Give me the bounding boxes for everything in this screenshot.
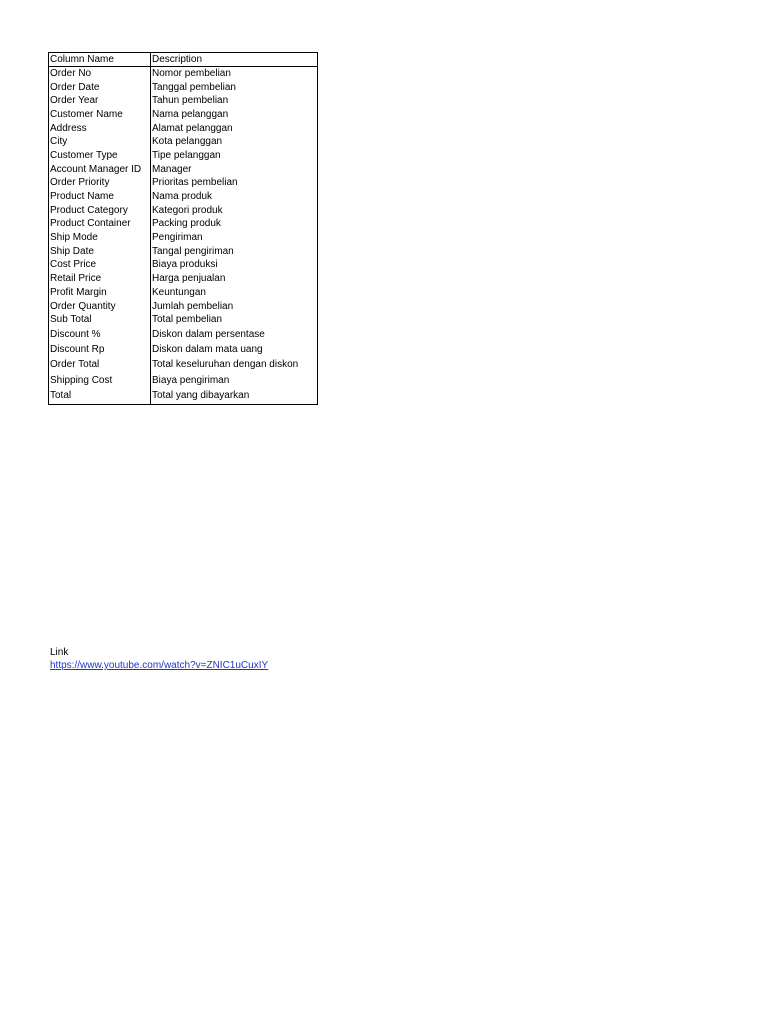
table-row <box>49 231 318 245</box>
table-row <box>49 218 318 232</box>
table-row <box>49 108 318 122</box>
cell-description: Tahun pembelian <box>151 94 318 108</box>
cell-column-name: Order No <box>49 67 151 81</box>
table-row <box>49 300 318 314</box>
cell-column-name: Product Container <box>49 218 151 232</box>
cell-description: Alamat pelanggan <box>151 122 318 136</box>
cell-description: Tipe pelanggan <box>151 149 318 163</box>
cell-description: Biaya pengiriman <box>151 373 318 388</box>
cell-description: Keuntungan <box>151 286 318 300</box>
cell-description: Manager <box>151 163 318 177</box>
table-row <box>49 177 318 191</box>
cell-column-name: Ship Date <box>49 245 151 259</box>
table-row <box>49 259 318 273</box>
cell-description: Pengiriman <box>151 231 318 245</box>
cell-description: Prioritas pembelian <box>151 177 318 191</box>
column-dictionary-table <box>48 52 318 405</box>
cell-description: Diskon dalam persentase <box>151 327 318 342</box>
table-row <box>49 245 318 259</box>
table-row <box>49 204 318 218</box>
cell-description: Total keseluruhan dengan diskon <box>151 358 318 373</box>
table-row <box>49 122 318 136</box>
table-row <box>49 135 318 149</box>
table-row <box>49 149 318 163</box>
cell-column-name: Address <box>49 122 151 136</box>
table-row <box>49 327 318 342</box>
cell-description: Tanggal pembelian <box>151 81 318 95</box>
table-row <box>49 163 318 177</box>
cell-description: Kota pelanggan <box>151 135 318 149</box>
cell-column-name: Order Year <box>49 94 151 108</box>
table-row <box>49 81 318 95</box>
cell-column-name: Order Total <box>49 358 151 373</box>
cell-column-name: Product Name <box>49 190 151 204</box>
cell-description: Tangal pengiriman <box>151 245 318 259</box>
cell-column-name: Customer Name <box>49 108 151 122</box>
cell-column-name: Cost Price <box>49 259 151 273</box>
table-row <box>49 286 318 300</box>
cell-column-name: Product Category <box>49 204 151 218</box>
header-column-name: Column Name <box>49 53 151 67</box>
cell-column-name: Shipping Cost <box>49 373 151 388</box>
table-row <box>49 272 318 286</box>
cell-description: Nomor pembelian <box>151 67 318 81</box>
cell-column-name: Order Date <box>49 81 151 95</box>
link-section <box>50 646 268 672</box>
cell-column-name: City <box>49 135 151 149</box>
cell-description: Diskon dalam mata uang <box>151 342 318 357</box>
cell-column-name: Discount % <box>49 327 151 342</box>
cell-column-name: Account Manager ID <box>49 163 151 177</box>
cell-description: Nama pelanggan <box>151 108 318 122</box>
cell-description: Total yang dibayarkan <box>151 388 318 404</box>
cell-column-name: Order Quantity <box>49 300 151 314</box>
table-row <box>49 373 318 388</box>
table-row <box>49 342 318 357</box>
youtube-link[interactable]: https://www.youtube.com/watch?v=ZNIC1uCuxIY <box>50 660 269 671</box>
cell-column-name: Retail Price <box>49 272 151 286</box>
cell-column-name: Total <box>49 388 151 404</box>
table-body <box>49 53 318 405</box>
cell-description: Packing produk <box>151 218 318 232</box>
table-row <box>49 388 318 404</box>
link-label: Link <box>50 647 69 658</box>
table-row <box>49 358 318 373</box>
cell-description: Nama produk <box>151 190 318 204</box>
cell-column-name: Sub Total <box>49 313 151 327</box>
table-row <box>49 67 318 81</box>
table-row <box>49 313 318 327</box>
table-header-row <box>49 53 318 67</box>
cell-column-name: Ship Mode <box>49 231 151 245</box>
table-row <box>49 94 318 108</box>
header-description: Description <box>151 53 318 67</box>
cell-column-name: Discount Rp <box>49 342 151 357</box>
table-row <box>49 190 318 204</box>
cell-column-name: Customer Type <box>49 149 151 163</box>
cell-description: Kategori produk <box>151 204 318 218</box>
cell-description: Biaya produksi <box>151 259 318 273</box>
cell-description: Total pembelian <box>151 313 318 327</box>
cell-column-name: Profit Margin <box>49 286 151 300</box>
cell-column-name: Order Priority <box>49 177 151 191</box>
cell-description: Jumlah pembelian <box>151 300 318 314</box>
cell-description: Harga penjualan <box>151 272 318 286</box>
